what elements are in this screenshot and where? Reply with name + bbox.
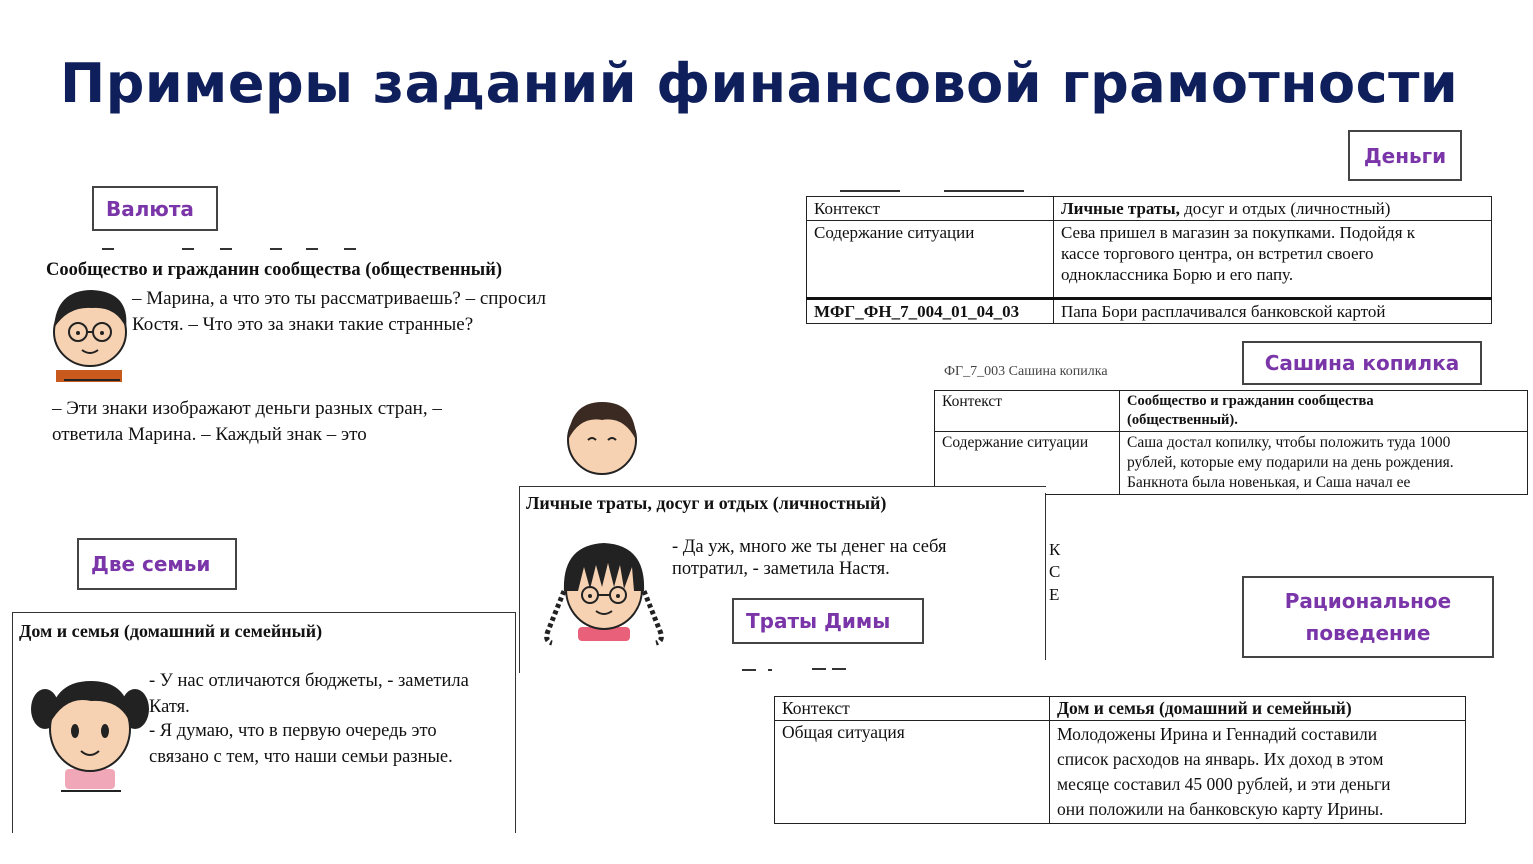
table-row [807, 197, 1492, 221]
boy-glasses-illustration [46, 284, 136, 384]
dve-semi-line1: - У нас отличаются бюджеты, - заметила [149, 671, 469, 691]
racional-table [774, 696, 1466, 824]
racional-situation-line1: Молодожены Ирина и Геннадий составили [1057, 724, 1378, 744]
sashina-situation-label: Содержание ситуации [935, 432, 1120, 495]
sashina-situation-value [1120, 432, 1528, 495]
doc-sashina [932, 364, 1532, 494]
sashina-context-label: Контекст [935, 391, 1120, 432]
traty-dialog-line2: потратил, - заметила Настя. [672, 559, 890, 579]
girl-braids-illustration [534, 531, 674, 651]
doc-racional [772, 660, 1472, 830]
dve-semi-line3: - Я думаю, что в первую очередь это [149, 721, 437, 741]
tag-sashina: Сашина копилка [1242, 341, 1482, 385]
doc-valuta [40, 240, 660, 450]
sashina-context-line1: Сообщество и гражданин сообщества [1127, 393, 1374, 409]
table-row [775, 697, 1466, 721]
dengi-situation-label: Содержание ситуации [807, 221, 1054, 299]
dengi-situation-line1: Сева пришел в магазин за покупками. Подойдя к [1061, 223, 1416, 242]
valuta-dialog2-line2: ответила Марина. – Каждый знак – это [52, 424, 367, 445]
dengi-code-value: Папа Бори расплачивался банковской картой [1054, 299, 1492, 324]
dengi-context-bold: Личные траты, [1061, 199, 1180, 218]
traty-cut-letter-1: К [1049, 540, 1061, 559]
racional-situation-line2: список расходов на январь. Их доход в этом [1057, 749, 1384, 769]
racional-context-value: Дом и семья (домашний и семейный) [1050, 697, 1466, 721]
valuta-dialog1-line2: Костя. – Что это за знаки такие странные? [132, 314, 474, 335]
sashina-context-value [1120, 391, 1528, 432]
dengi-context-value [1054, 197, 1492, 221]
sashina-situation-line3: Банкнота была новенькая, и Саша начал ее [1127, 474, 1411, 491]
racional-situation-line4: они положили на банковскую карту Ирины. [1057, 799, 1384, 819]
sashina-cut-heading: ФГ_7_003 Сашина копилка [944, 364, 1108, 379]
dve-semi-line4: связано с тем, что наши семьи разные. [149, 747, 453, 767]
racional-situation-line3: месяце составил 45 000 рублей, и эти деньги [1057, 774, 1391, 794]
tag-racionalnoe [1242, 576, 1494, 658]
doc-dengi [804, 186, 1496, 321]
traty-cut-letter-3: Е [1049, 585, 1060, 604]
tag-dengi: Деньги [1348, 130, 1462, 181]
dengi-code: МФГ_ФН_7_004_01_04_03 [807, 299, 1054, 324]
dve-semi-heading: Дом и семья (домашний и семейный) [19, 621, 323, 641]
dengi-table [806, 196, 1492, 324]
dengi-situation-value [1054, 221, 1492, 299]
table-row [775, 721, 1466, 824]
valuta-heading: Сообщество и гражданин сообщества (общественный) [46, 260, 503, 280]
valuta-dialog2-line1: – Эти знаки изображают деньги разных стран, – [52, 398, 442, 419]
sashina-situation-line2: рублей, которые ему подарили на день рождения. [1127, 454, 1454, 471]
valuta-dialog1-line1: – Марина, а что это ты рассматриваешь? – спросил [132, 288, 546, 309]
tag-traty-dimy: Траты Димы [732, 598, 924, 644]
table-row [807, 221, 1492, 299]
girl-pigtails-illustration [25, 665, 155, 795]
dengi-context-rest: досуг и отдых (личностный) [1179, 199, 1391, 218]
dengi-situation-line2: кассе торгового центра, он встретил своего [1061, 244, 1374, 263]
table-row [807, 299, 1492, 324]
sashina-context-line2: (общественный). [1127, 412, 1238, 428]
traty-cut-letter-2: С [1049, 562, 1061, 581]
girl-head-illustration [562, 394, 646, 450]
doc-dve-semi [12, 612, 516, 833]
tag-dve-semi: Две семьи [77, 538, 237, 590]
traty-heading: Личные траты, досуг и отдых (личностный) [526, 493, 887, 513]
racional-context-label: Контекст [775, 697, 1050, 721]
racional-situation-value [1050, 721, 1466, 824]
doc-traty [519, 486, 1046, 673]
table-row [935, 391, 1528, 432]
dengi-context-label: Контекст [807, 197, 1054, 221]
dve-semi-line2: Катя. [149, 697, 190, 717]
sashina-table [934, 390, 1528, 495]
traty-dialog-line1: - Да уж, много же ты денег на себя [672, 537, 947, 557]
dengi-situation-line3: одноклассника Борю и его папу. [1061, 265, 1294, 284]
tag-racionalnoe-label: Рациональное поведение [1284, 589, 1452, 645]
sashina-situation-line1: Саша достал копилку, чтобы положить туда 1000 [1127, 434, 1451, 451]
racional-situation-label: Общая ситуация [775, 721, 1050, 824]
tag-valuta: Валюта [92, 186, 218, 231]
page-title: Примеры заданий финансовой грамотности [60, 52, 1459, 115]
